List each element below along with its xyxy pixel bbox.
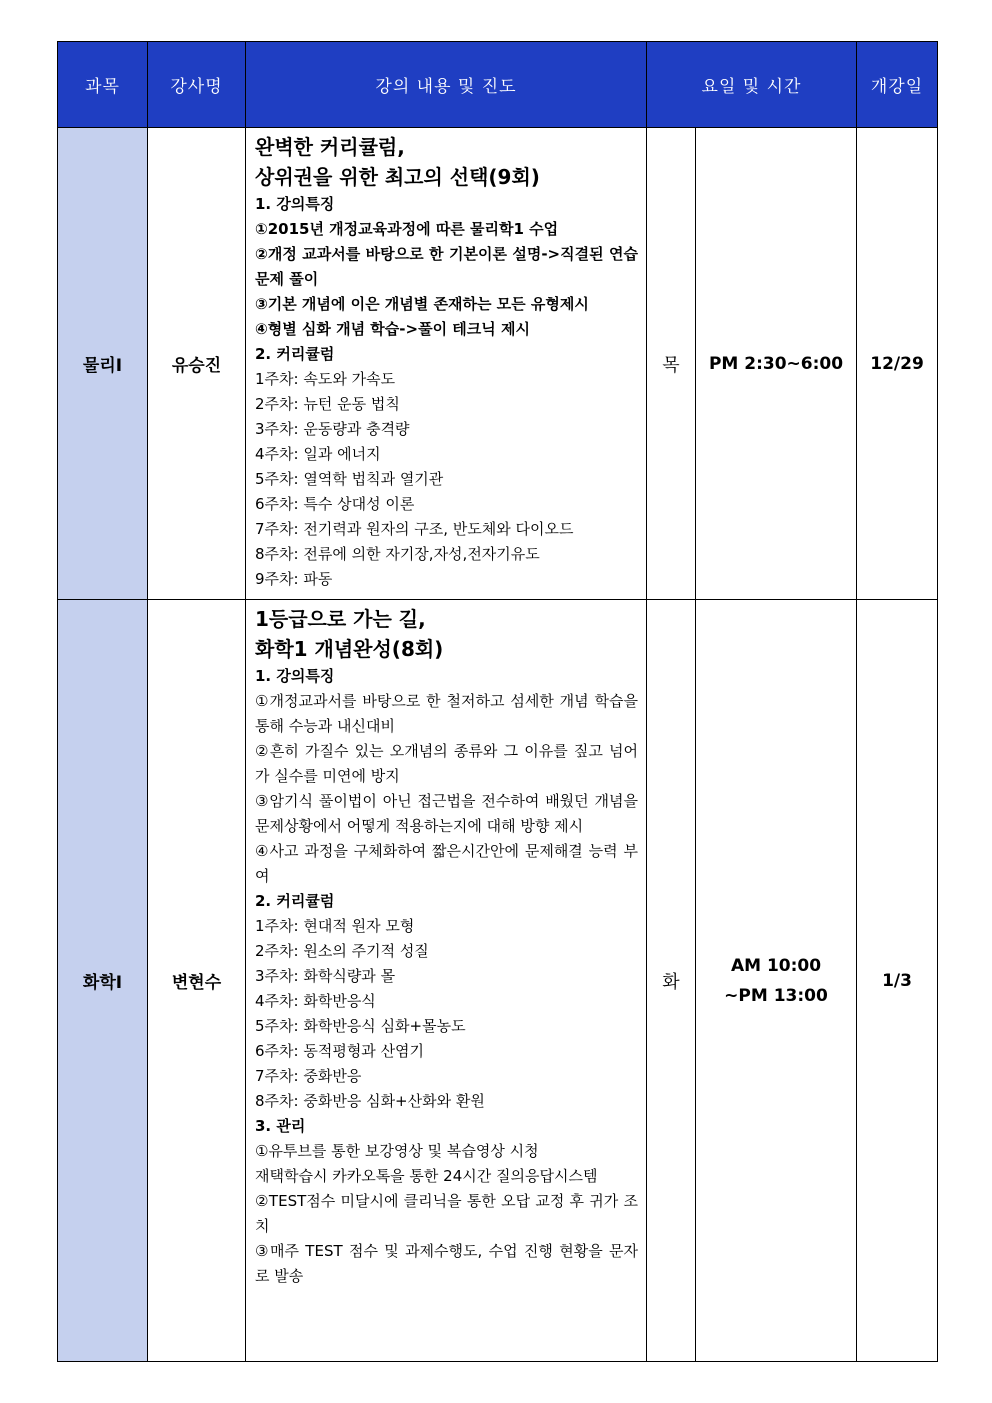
feature-item: ④형별 심화 개념 학습->풀이 테크닉 제시 — [255, 320, 530, 338]
header-subject: 과목 — [58, 42, 148, 128]
curriculum-item: 2주차: 원소의 주기적 성질 — [255, 942, 429, 960]
features-heading: 1. 강의특징 — [255, 195, 335, 213]
management-heading: 3. 관리 — [255, 1117, 306, 1135]
curriculum-item: 8주차: 전류에 의한 자기장,자성,전자기유도 — [255, 545, 540, 563]
curriculum-item: 4주차: 화학반응식 — [255, 992, 376, 1010]
course-title-line1: 완벽한 커리큘럼, — [255, 135, 405, 159]
start-date-cell: 1/3 — [857, 600, 938, 1362]
feature-item: ②흔히 가질수 있는 오개념의 종류와 그 이유를 짚고 넘어가 실수를 미연에 방지 — [255, 742, 638, 785]
header-schedule: 요일 및 시간 — [647, 42, 857, 128]
time-cell — [696, 128, 857, 600]
curriculum-item: 5주차: 화학반응식 심화+몰농도 — [255, 1017, 466, 1035]
management-item: ①유투브를 통한 보강영상 및 복습영상 시청 — [255, 1142, 539, 1160]
time-line: AM 10:00 — [730, 955, 822, 976]
subject-cell: 화학Ⅰ — [58, 600, 148, 1362]
subject-cell: 물리Ⅰ — [58, 128, 148, 600]
curriculum-item: 3주차: 운동량과 충격량 — [255, 420, 410, 438]
curriculum-item: 1주차: 속도와 가속도 — [255, 370, 396, 388]
curriculum-heading: 2. 커리큘럼 — [255, 892, 335, 910]
course-schedule-table — [57, 41, 938, 1362]
curriculum-item: 1주차: 현대적 원자 모형 — [255, 917, 415, 935]
course-title-line2: 화학1 개념완성(8회) — [255, 637, 444, 661]
content-cell — [246, 600, 647, 1362]
curriculum-item: 9주차: 파동 — [255, 570, 333, 588]
day-cell: 화 — [647, 600, 696, 1362]
header-content: 강의 내용 및 진도 — [246, 42, 647, 128]
course-row-physics — [58, 128, 938, 600]
start-date-cell: 12/29 — [857, 128, 938, 600]
feature-item: ②개정 교과서를 바탕으로 한 기본이론 설명->직결된 연습문제 풀이 — [255, 245, 638, 288]
curriculum-item: 5주차: 열역학 법칙과 열기관 — [255, 470, 444, 488]
instructor-cell: 변현수 — [148, 600, 246, 1362]
content-cell — [246, 128, 647, 600]
feature-item: ③기본 개념에 이은 개념별 존재하는 모든 유형제시 — [255, 295, 589, 313]
curriculum-item: 8주차: 중화반응 심화+산화와 환원 — [255, 1092, 485, 1110]
curriculum-item: 7주차: 전기력과 원자의 구조, 반도체와 다이오드 — [255, 520, 574, 538]
curriculum-item: 3주차: 화학식량과 몰 — [255, 967, 396, 985]
course-title-line2: 상위권을 위한 최고의 선택(9회) — [255, 165, 540, 189]
curriculum-item: 6주차: 특수 상대성 이론 — [255, 495, 415, 513]
curriculum-item: 7주차: 중화반응 — [255, 1067, 362, 1085]
curriculum-item: 4주차: 일과 에너지 — [255, 445, 381, 463]
time-cell — [696, 600, 857, 1362]
time-line: PM 2:30~6:00 — [708, 353, 844, 374]
day-cell: 목 — [647, 128, 696, 600]
feature-item: ③암기식 풀이법이 아닌 접근법을 전수하여 배웠던 개념을 문제상황에서 어떻게 적용하는지에 대해 방향 제시 — [255, 792, 638, 835]
feature-item: ①개정교과서를 바탕으로 한 철저하고 섬세한 개념 학습을 통해 수능과 내신대비 — [255, 692, 638, 735]
features-heading: 1. 강의특징 — [255, 667, 335, 685]
header-start-date: 개강일 — [857, 42, 938, 128]
header-instructor: 강사명 — [148, 42, 246, 128]
instructor-cell: 유승진 — [148, 128, 246, 600]
time-line: ~PM 13:00 — [724, 985, 828, 1006]
curriculum-item: 2주차: 뉴턴 운동 법칙 — [255, 395, 400, 413]
course-row-chemistry — [58, 600, 938, 1362]
curriculum-item: 6주차: 동적평형과 산염기 — [255, 1042, 425, 1060]
curriculum-heading: 2. 커리큘럼 — [255, 345, 335, 363]
header-row — [58, 42, 938, 128]
management-item: 재택학습시 카카오톡을 통한 24시간 질의응답시스템 — [255, 1167, 598, 1185]
course-title-line1: 1등급으로 가는 길, — [255, 607, 426, 631]
management-item: ③매주 TEST 점수 및 과제수행도, 수업 진행 현황을 문자로 발송 — [255, 1242, 638, 1285]
feature-item: ①2015년 개정교육과정에 따른 물리학1 수업 — [255, 220, 559, 238]
feature-item: ④사고 과정을 구체화하여 짧은시간안에 문제해결 능력 부여 — [255, 842, 638, 885]
management-item: ②TEST점수 미달시에 클리닉을 통한 오답 교정 후 귀가 조치 — [255, 1192, 638, 1235]
